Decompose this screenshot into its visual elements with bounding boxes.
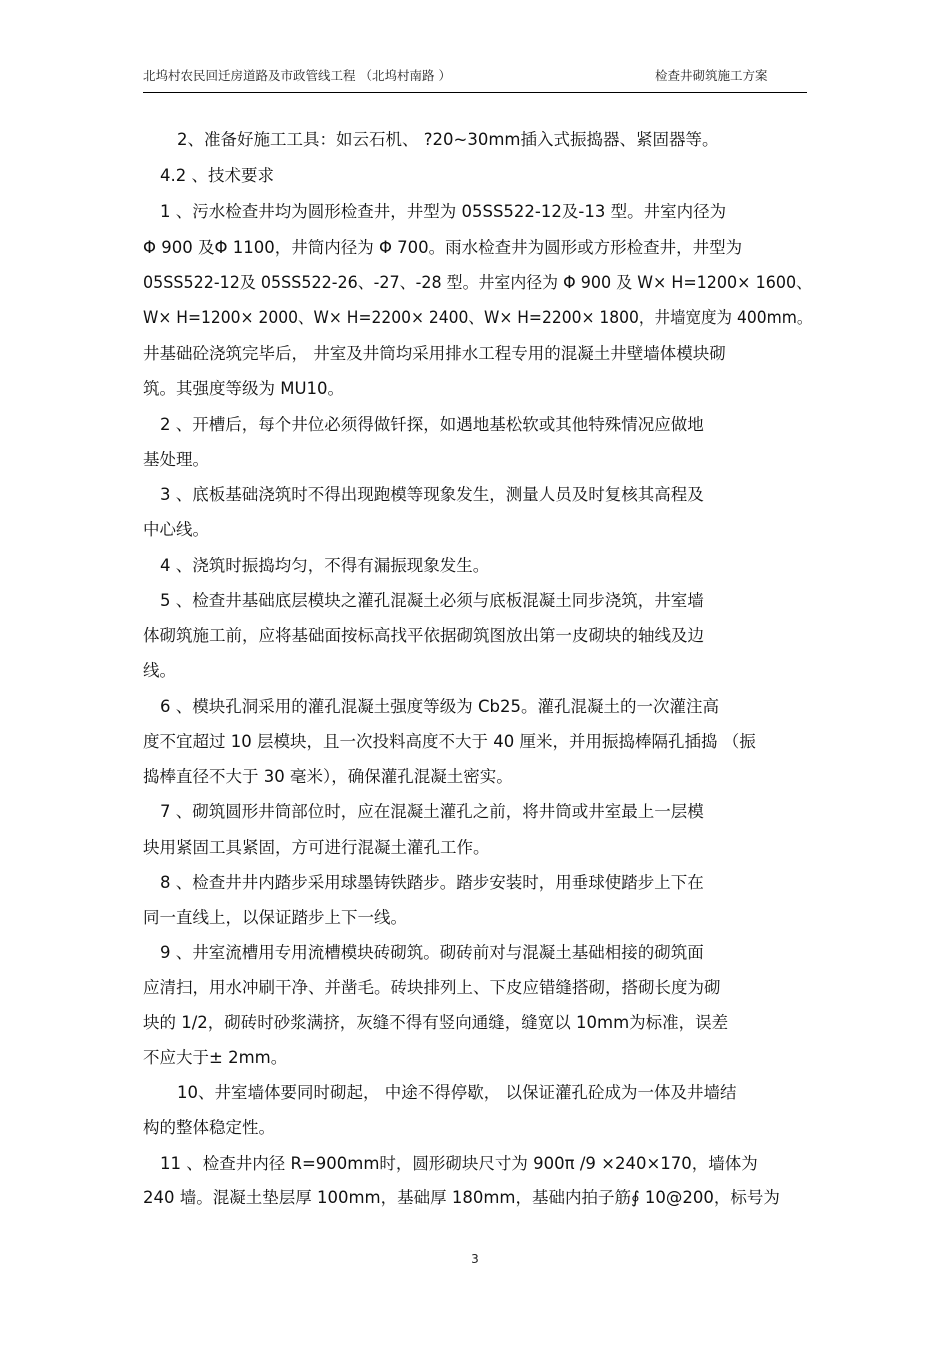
- header-document-title: 检查井砌筑施工方案: [655, 68, 768, 83]
- paragraph-line: 10、井室墙体要同时砌起， 中途不得停歇， 以保证灌孔砼成为一体及井墙结: [177, 1083, 737, 1102]
- paragraph-line: 9 、井室流槽用专用流槽模块砖砌筑。砌砖前对与混凝土基础相接的砌筑面: [160, 943, 704, 962]
- paragraph-line: 中心线。: [143, 520, 209, 539]
- paragraph-line: 8 、检查井井内踏步采用球墨铸铁踏步。踏步安装时，用垂球使踏步上下在: [160, 873, 704, 892]
- paragraph-line: 线。: [143, 661, 176, 680]
- paragraph-line: 不应大于± 2mm。: [143, 1048, 288, 1067]
- paragraph-line: W× H=1200× 2000、W× H=2200× 2400、W× H=2200× 1800，井墙宽度为 400mm。: [143, 308, 813, 327]
- paragraph-line: 7 、砌筑圆形井筒部位时，应在混凝土灌孔之前，将井筒或井室最上一层模: [160, 802, 704, 821]
- header-project-title: 北坞村农民回迁房道路及市政管线工程 （北坞村南路 ）: [143, 68, 451, 83]
- paragraph-line: 6 、模块孔洞采用的灌孔混凝土强度等级为 Cb25。灌孔混凝土的一次灌注高: [160, 697, 719, 716]
- paragraph-line: 捣棒直径不大于 30 毫米），确保灌孔混凝土密实。: [143, 767, 513, 786]
- paragraph-line: 构的整体稳定性。: [143, 1118, 275, 1137]
- paragraph-line: 3 、底板基础浇筑时不得出现跑模等现象发生，测量人员及时复核其高程及: [160, 485, 704, 504]
- paragraph-line: 块的 1/2，砌砖时砂浆满挤，灰缝不得有竖向通缝，缝宽以 10mm为标准，误差: [143, 1013, 729, 1032]
- paragraph-line: 基处理。: [143, 450, 209, 469]
- paragraph-line: 体砌筑施工前，应将基础面按标高找平依据砌筑图放出第一皮砌块的轴线及边: [143, 626, 704, 645]
- page-header: [143, 66, 807, 88]
- paragraph-line: 11 、检查井内径 R=900mm时，圆形砌块尺寸为 900π /9 ×240×170，墙体为: [160, 1154, 758, 1173]
- paragraph-line: 块用紧固工具紧固，方可进行混凝土灌孔工作。: [143, 838, 490, 857]
- paragraph-line: 2、准备好施工工具：如云石机、 ?20~30mm插入式振捣器、紧固器等。: [177, 130, 719, 149]
- paragraph-line: Φ 900 及Φ 1100，井筒内径为 Φ 700。雨水检查井为圆形或方形检查井，井型为: [143, 238, 743, 257]
- paragraph-line: 度不宜超过 10 层模块，且一次投料高度不大于 40 厘米，并用振捣棒隔孔插捣 （振: [143, 732, 756, 751]
- paragraph-line: 筑。其强度等级为 MU10。: [143, 379, 345, 398]
- paragraph-line: 5 、检查井基础底层模块之灌孔混凝土必须与底板混凝土同步浇筑，井室墙: [160, 591, 704, 610]
- paragraph-line: 井基础砼浇筑完毕后， 井室及井筒均采用排水工程专用的混凝土井壁墙体模块砌: [143, 344, 726, 363]
- paragraph-line: 4 、浇筑时振捣均匀，不得有漏振现象发生。: [160, 556, 490, 575]
- paragraph-line: 2 、开槽后，每个井位必须得做钎探，如遇地基松软或其他特殊情况应做地: [160, 415, 704, 434]
- paragraph-line: 1 、污水检查井均为圆形检查井，井型为 05SS522-12及-13 型。井室内径为: [160, 202, 727, 221]
- header-divider: [143, 92, 807, 93]
- section-heading: 4.2 、技术要求: [160, 166, 274, 185]
- paragraph-line: 05SS522-12及 05SS522-26、-27、-28 型。井室内径为 Φ 900 及 W× H=1200× 1600、: [143, 273, 813, 292]
- paragraph-line: 应清扫，用水冲刷干净、并凿毛。砖块排列上、下皮应错缝搭砌，搭砌长度为砌: [143, 978, 721, 997]
- page-number: 3: [471, 1252, 479, 1266]
- paragraph-line: 同一直线上，以保证踏步上下一线。: [143, 908, 407, 927]
- paragraph-line: 240 墙。混凝土垫层厚 100mm，基础厚 180mm，基础内拍子筋∮ 10@200，标号为: [143, 1188, 780, 1207]
